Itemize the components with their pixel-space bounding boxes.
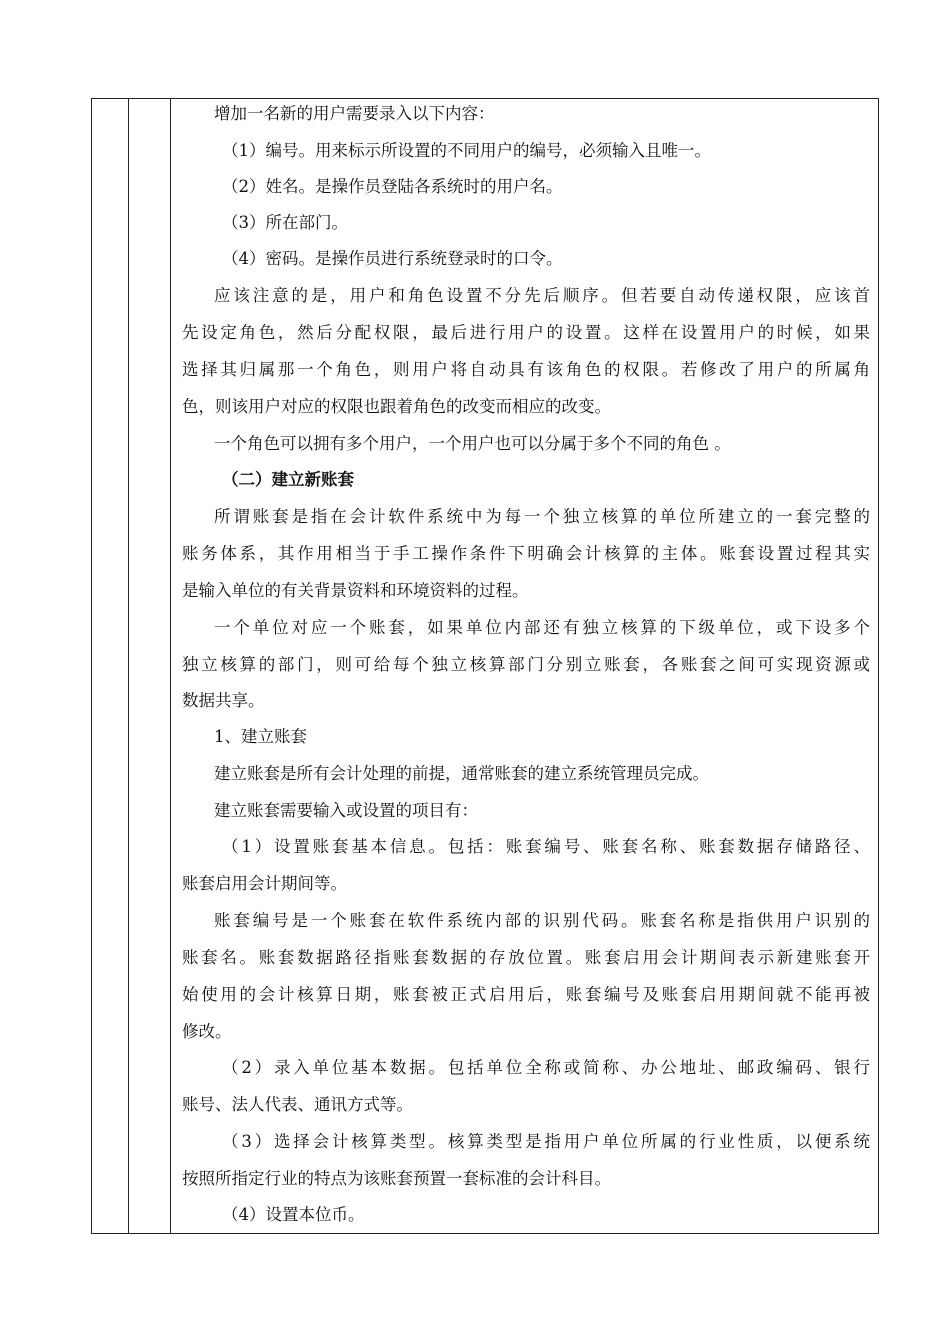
subsection-heading: 1、建立账套 [214, 727, 307, 746]
list-item: （4）设置本位币。 [222, 1205, 365, 1224]
paragraph-line: 一个单位对应一个账套，如果单位内部还有独立核算的下级单位，或下设多个 [214, 618, 870, 637]
list-item: 按照所指定行业的特点为该账套预置一套标准的会计科目。 [182, 1169, 611, 1188]
list-item: （3）选择会计核算类型。核算类型是指用户单位所属的行业性质，以便系统 [222, 1132, 870, 1151]
paragraph-line: 修改。 [182, 1022, 232, 1041]
list-item: （1）设置账套基本信息。包括：账套编号、账套名称、账套数据存储路径、 [222, 837, 870, 856]
paragraph-line: 数据共享。 [182, 691, 265, 710]
paragraph-line: 建立账套是所有会计处理的前提，通常账套的建立系统管理员完成。 [214, 764, 709, 783]
section-heading: （二）建立新账套 [222, 470, 354, 489]
paragraph-line: 独立核算的部门，则可给每个独立核算部门分别立账套，各账套之间可实现资源或 [182, 655, 870, 674]
list-item: （2）录入单位基本数据。包括单位全称或简称、办公地址、邮政编码、银行 [222, 1058, 870, 1077]
paragraph-line: 先设定角色，然后分配权限，最后进行用户的设置。这样在设置用户的时候，如果 [182, 323, 870, 342]
paragraph-line: 账套编号是一个账套在软件系统内部的识别代码。账套名称是指供用户识别的 [214, 911, 870, 930]
paragraph-line: 账套名。账套数据路径指账套数据的存放位置。账套启用会计期间表示新建账套开 [182, 948, 870, 967]
paragraph-line: 应该注意的是，用户和角色设置不分先后顺序。但若要自动传递权限，应该首 [214, 286, 870, 305]
column-divider [170, 99, 171, 1233]
list-item: 账号、法人代表、通讯方式等。 [182, 1095, 413, 1114]
list-item: 账套启用会计期间等。 [182, 874, 347, 893]
paragraph-line: 一个角色可以拥有多个用户，一个用户也可以分属于多个不同的角色 。 [214, 434, 731, 453]
paragraph-line: 建立账套需要输入或设置的项目有： [214, 801, 478, 820]
content-cell [182, 99, 870, 1233]
paragraph-line: 是输入单位的有关背景资料和环境资料的过程。 [182, 581, 529, 600]
column-divider [128, 99, 129, 1233]
paragraph-line: 所谓账套是指在会计软件系统中为每一个独立核算的单位所建立的一套完整的 [214, 507, 870, 526]
paragraph-line: 选择其归属那一个角色，则用户将自动具有该角色的权限。若修改了用户的所属角 [182, 360, 870, 379]
list-item: （3）所在部门。 [222, 213, 348, 232]
paragraph-line: 增加一名新的用户需要录入以下内容： [214, 104, 495, 123]
list-item: （2）姓名。是操作员登陆各系统时的用户名。 [222, 177, 563, 196]
paragraph-line: 始使用的会计核算日期，账套被正式启用后，账套编号及账套启用期间就不能再被 [182, 985, 870, 1004]
paragraph-line: 账务体系，其作用相当于手工操作条件下明确会计核算的主体。账套设置过程其实 [182, 544, 870, 563]
paragraph-line: 色，则该用户对应的权限也跟着角色的改变而相应的改变。 [182, 397, 611, 416]
list-item: （4）密码。是操作员进行系统登录时的口令。 [222, 249, 563, 268]
document-table [91, 98, 879, 1234]
list-item: （1）编号。用来标示所设置的不同用户的编号，必须输入且唯一。 [222, 141, 711, 160]
